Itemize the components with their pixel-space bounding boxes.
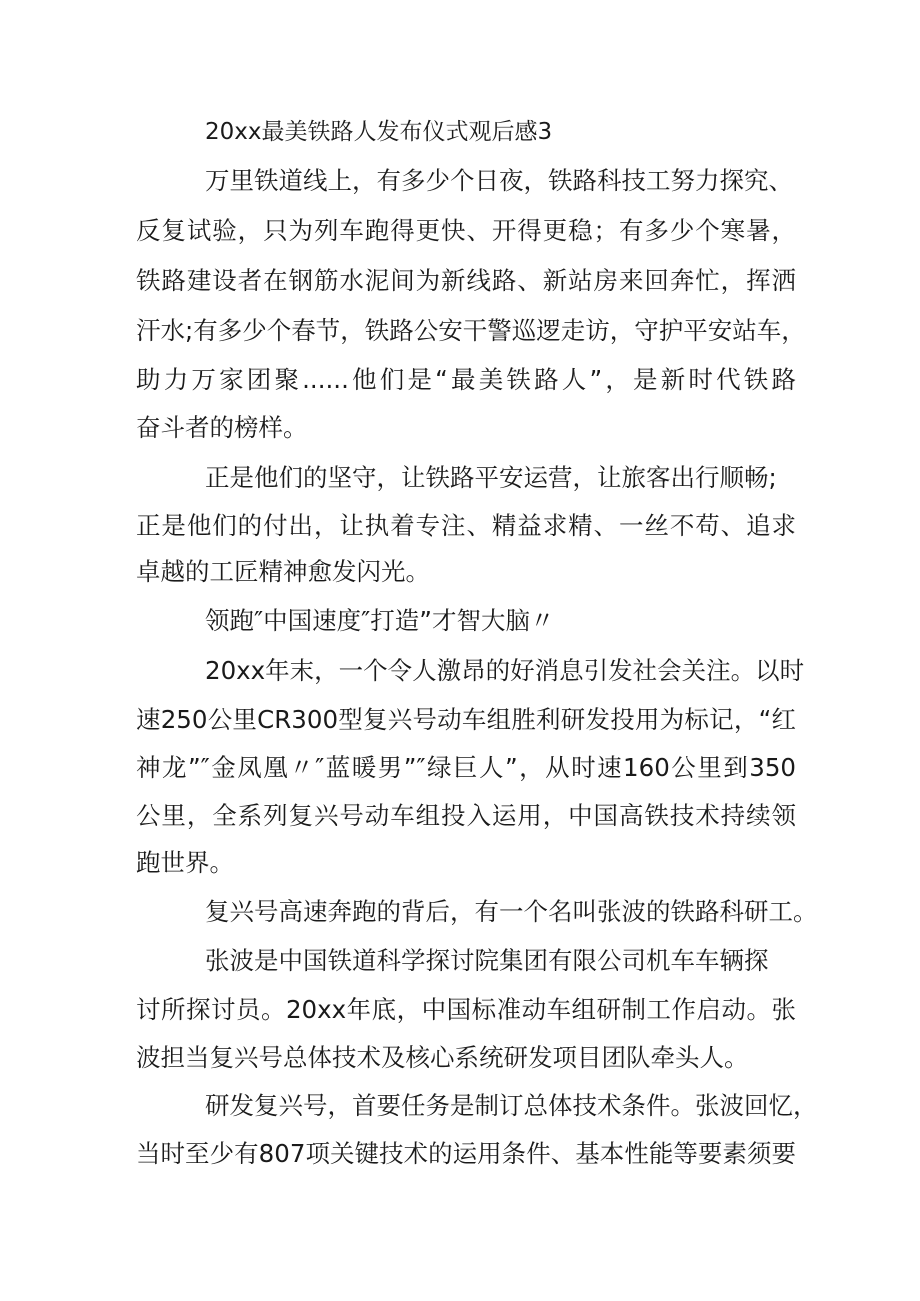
paragraph-line: 讨所探讨员。20xx年底，中国标准动车组研制工作启动。张 [136, 995, 796, 1024]
paragraph-line: 研发复兴号，首要任务是制订总体技术条件。张波回忆， [205, 1091, 818, 1120]
paragraph-line: 速250公里CR300型复兴号动车组胜利研发投用为标记，“红 [136, 705, 796, 734]
section-heading: 领跑″中国速度″打造”才智大脑〃 [205, 606, 555, 635]
paragraph-line: 波担当复兴号总体技术及核心系统研发项目团队牵头人。 [136, 1043, 749, 1072]
paragraph-line: 奋斗者的榜样。 [136, 413, 308, 442]
paragraph-line: 张波是中国铁道科学探讨院集团有限公司机车车辆探 [205, 946, 769, 975]
paragraph-line: 公里，全系列复兴号动车组投入运用，中国高铁技术持续领 [136, 801, 796, 830]
paragraph-line: 神龙”″金凤凰〃″蓝暖男”″绿巨人”，从时速160公里到350 [136, 753, 796, 782]
paragraph-line: 助力万家团聚......他们是“最美铁路人”，是新时代铁路 [136, 365, 796, 394]
paragraph-line: 万里铁道线上，有多少个日夜，铁路科技工努力探究、 [205, 166, 793, 195]
paragraph-line: 跑世界。 [136, 848, 234, 877]
paragraph-line: 复兴号高速奔跑的背后，有一个名叫张波的铁路科研工。 [205, 897, 818, 926]
paragraph-line: 铁路建设者在钢筋水泥间为新线路、新站房来回奔忙，挥洒 [136, 266, 796, 295]
document-title: 20xx最美铁路人发布仪式观后感3 [205, 119, 553, 145]
paragraph-line: 反复试验，只为列车跑得更快、开得更稳；有多少个寒暑， [136, 216, 796, 245]
paragraph-line: 正是他们的坚守，让铁路平安运营，让旅客出行顺畅; [205, 463, 777, 492]
paragraph-line: 正是他们的付出，让执着专注、精益求精、一丝不苟、追求 [136, 511, 796, 540]
paragraph-line: 卓越的工匠精神愈发闪光。 [136, 557, 430, 586]
paragraph-line: 汗水;有多少个春节，铁路公安干警巡逻走访，守护平安站车， [136, 316, 806, 345]
paragraph-line: 当时至少有807项关键技术的运用条件、基本性能等要素须要 [136, 1139, 796, 1168]
paragraph-line: 20xx年末，一个令人激昂的好消息引发社会关注。以时 [205, 656, 805, 685]
